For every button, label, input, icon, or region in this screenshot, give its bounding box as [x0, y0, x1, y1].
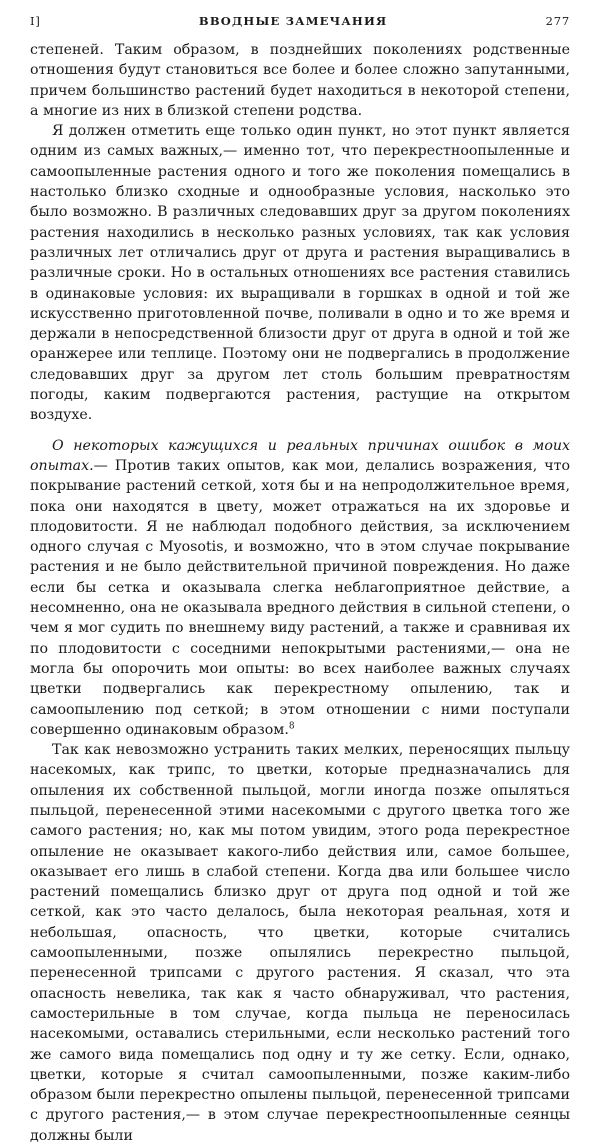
paragraph-3 [30, 436, 570, 740]
paragraph-4: Так как невозможно устранить таких мелких, переносящих пыльцу насекомых, как трипс, то цветки, которые предназначались для опыления их собственной пыльцой, могли иногда позже опыляться пыльцой, перенесенной этими насекомыми с другого цветка того же самого растения; но, как мы потом увидим, этого рода перекрестное опыление не оказывает какого-либо действия или, самое большее, оказывает его лишь в слабой степени. Когда два или большее число растений помещались близко друг от друга под одной и той же сеткой, как это часто делалось, была некоторая реальная, хотя и небольшая, опасность, что цветки, которые считались самоопыленными, позже опылялись перекрестно пыльцой, перенесенной трипсами с другого растения. Я сказал, что эта опасность невелика, так как я часто обнаруживал, что растения, самостерильные в том случае, когда пыльца не переносилась насекомыми, оставались стерильными, если несколько растений того же самого вида помещались под одну и ту же сетку. Если, однако, цветки, которые я считал самоопыленными, позже каким-либо образом были перекрестно опылены пыльцой, перенесенной трипсами с другого растения,— в этом случае перекрестноопыленные сеянцы должны были [30, 742, 570, 1144]
book-page [30, 14, 570, 1146]
page-number: 277 [545, 14, 570, 28]
section-heading: О некоторых кажущихся и реальных причинах ошибок в моих опытах. [30, 437, 570, 474]
paragraph-2: Я должен отметить еще только один пункт, но этот пункт является одним из самых важных,— именно тот, что перекрестноопыленные и самоопыленные растения одного и того же поколения помещались в настолько близко сходные и однообразные условия, насколько это было возможно. В различных следовавших друг за другом поколениях растения находились в несколько разных условиях, так как условия различных лет отличались друг от друга и растения выращивались в различные сроки. Но в остальных отношениях все растения ставились в одинаковые условия: их выращивали в горшках в одной и той же искусственно приготовленной почве, поливали в одно и то же время и держали в непосредственной близости друг от друга в одной и той же оранжерее или теплице. Поэтому они не подвергались в продолжение следовавших друг за другом лет столь большим превратностям погоды, каким подвергаются растения, растущие на открытом воздухе. [30, 123, 570, 424]
body-text [30, 40, 570, 1146]
paragraph-3-body: — Против таких опытов, как мои, делались возражения, что покрывание растений сеткой, хотя бы и на непродолжительное время, пока они находятся в цвету, может отражаться на их здоровье и плодовитости. Я не наблюдал подобного действия, за исключением одного случая с Myosotis, и возможно, что в этом случае покрывание растения и не было действительной причиной повреждения. Но даже если бы сетка и оказывала слегка неблагоприятное действие, а несомненно, она не оказывала вредного действия в сильной степени, о чем я мог судить по внешнему виду растений, а также и сравнивая их по плодовитости с соседними непокрытыми растениями,— она не могла бы опорочить мои опыты: во всех наиболее важных случаях цветки подвергались как перекрестному опылению, так и самоопылению под сеткой; в этом отношении с ними поступали совершенно одинаковым образом. [30, 457, 570, 738]
chapter-number: I] [30, 14, 41, 28]
footnote-marker[interactable]: 8 [288, 721, 295, 732]
running-header [30, 14, 570, 34]
paragraph-1: степеней. Таким образом, в позднейших поколениях родственные отношения будут становиться все более и более сложно запутанными, причем большинство растений будет находиться в некоторой степени, а многие из них в близкой степени родства. [30, 42, 570, 119]
chapter-title: ВВОДНЫЕ ЗАМЕЧАНИЯ [198, 14, 388, 28]
